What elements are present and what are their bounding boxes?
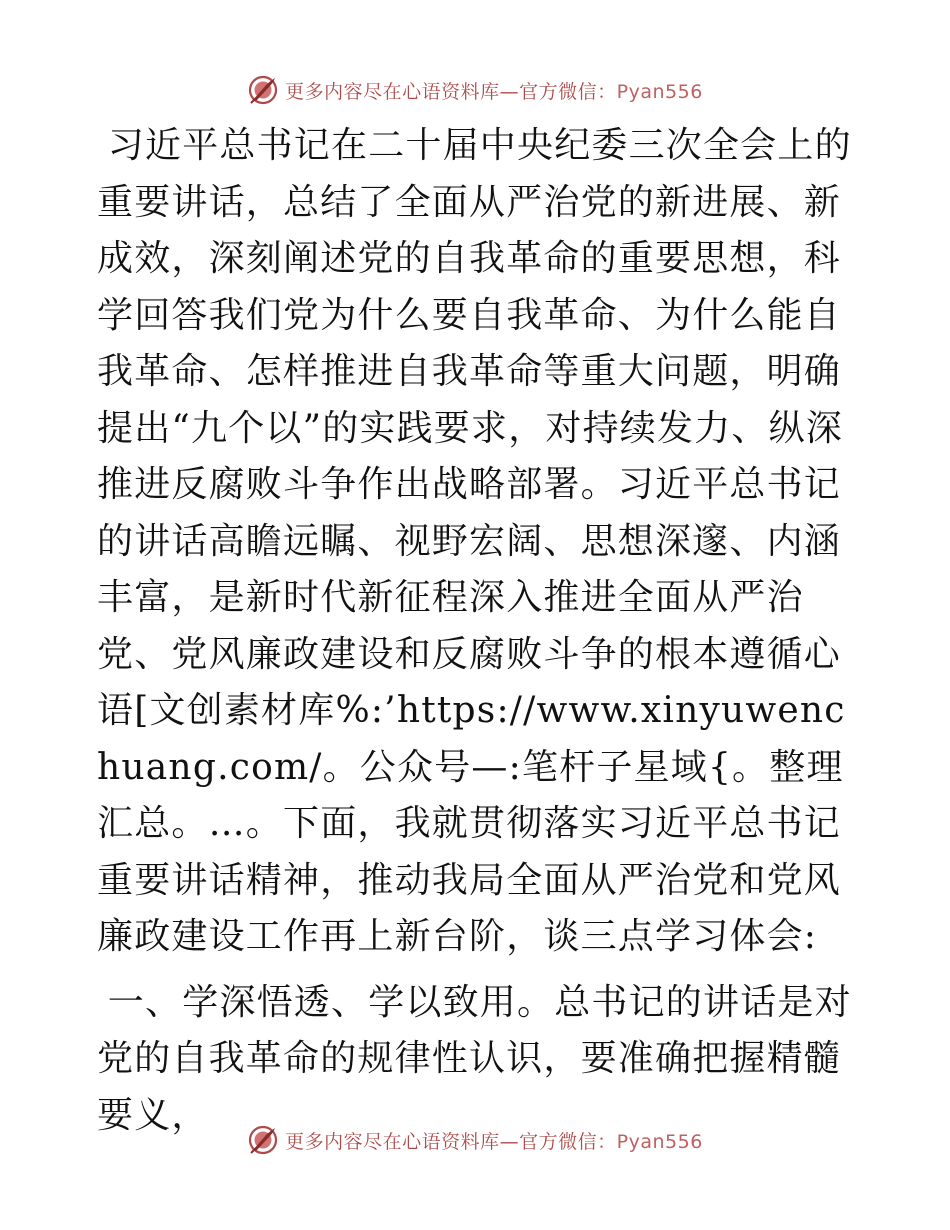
document-body [97,118,857,1144]
wechat-id: Pyan556 [616,80,703,103]
header-watermark [0,70,950,110]
paragraph-1: 习近平总书记在二十届中央纪委三次全会上的重要讲话，总结了全面从严治党的新进展、新成效，深刻阐述党的自我革命的重要思想，科学回答我们党为什么要自我革命、为什么能自我革命、怎样推进自我革命等重大问题，明确提出“九个以”的实践要求，对持续发力、纵深推进反腐败斗争作出战略部署。习近平总书记的讲话高瞻远瞩、视野宏阔、思想深邃、内涵丰富，是新时代新征程深入推进全面从严治党、党风廉政建设和反腐败斗争的根本遵循心语[文创素材库%:’https://www.xinyuwenchuang.com/。公众号—:笔杆子星域{。整理汇总。…。下面，我就贯彻落实习近平总书记重要讲话精神，推动我局全面从严治党和党风廉政建设工作再上新台阶，谈三点学习体会: [97,125,852,957]
feather-pen-logo-icon [247,74,279,106]
paragraph-2: 一、学深悟透、学以致用。总书记的讲话是对党的自我革命的规律性认识，要准确把握精髓要义， [97,981,852,1136]
watermark-label: 更多内容尽在心语资料库—官方微信： [285,1130,617,1153]
header-watermark-text [285,77,703,104]
feather-pen-logo-icon [247,1124,279,1156]
watermark-label: 更多内容尽在心语资料库—官方微信： [285,80,617,103]
wechat-id: Pyan556 [616,1130,703,1153]
footer-watermark [0,1120,950,1160]
footer-watermark-text [285,1127,703,1154]
